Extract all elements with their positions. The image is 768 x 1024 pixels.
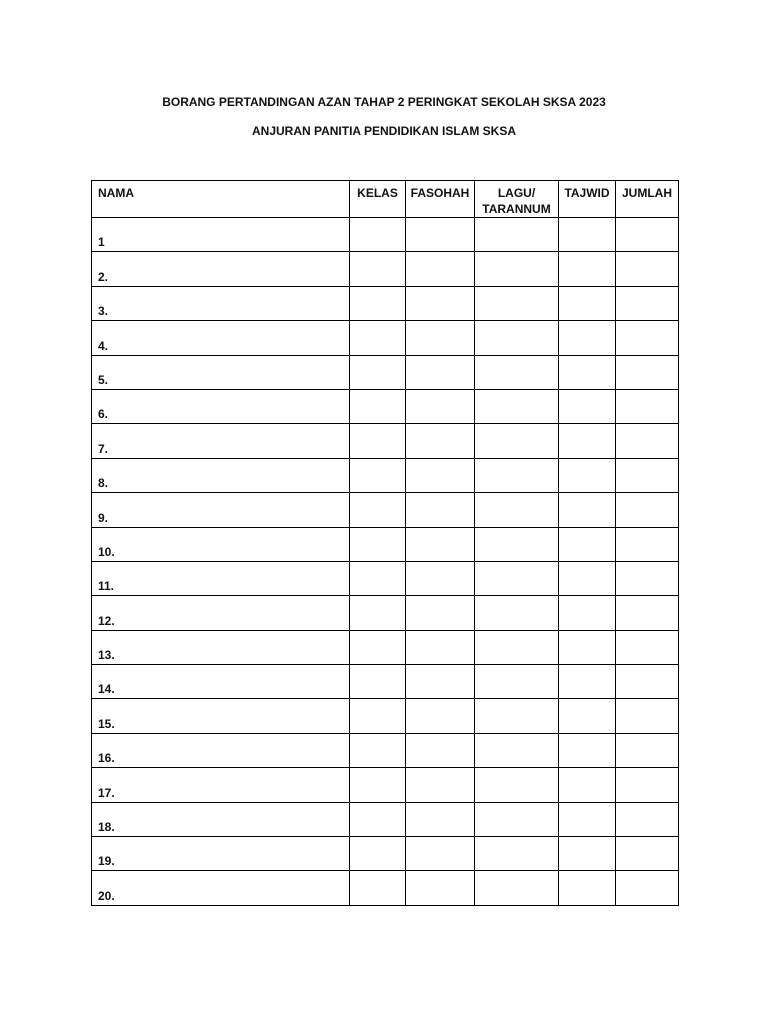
kelas-cell[interactable] bbox=[350, 802, 406, 836]
row-number-label[interactable]: 6. bbox=[92, 389, 350, 423]
fasohah-cell[interactable] bbox=[406, 630, 475, 664]
tajwid-cell[interactable] bbox=[559, 665, 616, 699]
table-row bbox=[92, 286, 679, 320]
fasohah-cell[interactable] bbox=[406, 458, 475, 492]
row-number-label[interactable]: 17. bbox=[92, 768, 350, 802]
table-row bbox=[92, 527, 679, 561]
kelas-cell[interactable] bbox=[350, 561, 406, 595]
header-nama: NAMA bbox=[92, 181, 350, 218]
tajwid-cell[interactable] bbox=[559, 596, 616, 630]
jumlah-cell[interactable] bbox=[616, 665, 679, 699]
table-row bbox=[92, 458, 679, 492]
lagu-tarannum-cell[interactable] bbox=[475, 252, 559, 286]
jumlah-cell[interactable] bbox=[616, 699, 679, 733]
table-row bbox=[92, 871, 679, 905]
tajwid-cell[interactable] bbox=[559, 630, 616, 664]
table-row bbox=[92, 218, 679, 252]
row-number-label[interactable]: 3. bbox=[92, 286, 350, 320]
row-number-label[interactable]: 10. bbox=[92, 527, 350, 561]
kelas-cell[interactable] bbox=[350, 493, 406, 527]
table-header-row bbox=[92, 181, 679, 218]
fasohah-cell[interactable] bbox=[406, 561, 475, 595]
fasohah-cell[interactable] bbox=[406, 733, 475, 767]
table-row bbox=[92, 493, 679, 527]
header-tajwid: TAJWID bbox=[559, 181, 616, 218]
fasohah-cell[interactable] bbox=[406, 252, 475, 286]
jumlah-cell[interactable] bbox=[616, 768, 679, 802]
fasohah-cell[interactable] bbox=[406, 871, 475, 905]
table-row bbox=[92, 389, 679, 423]
lagu-tarannum-cell[interactable] bbox=[475, 561, 559, 595]
table-row bbox=[92, 802, 679, 836]
lagu-tarannum-cell[interactable] bbox=[475, 665, 559, 699]
row-number-label[interactable]: 20. bbox=[92, 871, 350, 905]
fasohah-cell[interactable] bbox=[406, 321, 475, 355]
row-number-label[interactable]: 5. bbox=[92, 355, 350, 389]
kelas-cell[interactable] bbox=[350, 355, 406, 389]
tajwid-cell[interactable] bbox=[559, 424, 616, 458]
tajwid-cell[interactable] bbox=[559, 768, 616, 802]
table-row bbox=[92, 355, 679, 389]
tajwid-cell[interactable] bbox=[559, 561, 616, 595]
header-kelas: KELAS bbox=[350, 181, 406, 218]
row-number-label[interactable]: 13. bbox=[92, 630, 350, 664]
tajwid-cell[interactable] bbox=[559, 837, 616, 871]
fasohah-cell[interactable] bbox=[406, 699, 475, 733]
lagu-tarannum-cell[interactable] bbox=[475, 493, 559, 527]
lagu-tarannum-cell[interactable] bbox=[475, 802, 559, 836]
tajwid-cell[interactable] bbox=[559, 286, 616, 320]
lagu-tarannum-cell[interactable] bbox=[475, 424, 559, 458]
table-row bbox=[92, 699, 679, 733]
jumlah-cell[interactable] bbox=[616, 596, 679, 630]
kelas-cell[interactable] bbox=[350, 699, 406, 733]
row-number-label[interactable]: 4. bbox=[92, 321, 350, 355]
kelas-cell[interactable] bbox=[350, 252, 406, 286]
row-number-label[interactable]: 16. bbox=[92, 733, 350, 767]
lagu-tarannum-cell[interactable] bbox=[475, 527, 559, 561]
jumlah-cell[interactable] bbox=[616, 802, 679, 836]
tajwid-cell[interactable] bbox=[559, 218, 616, 252]
fasohah-cell[interactable] bbox=[406, 493, 475, 527]
fasohah-cell[interactable] bbox=[406, 218, 475, 252]
lagu-tarannum-cell[interactable] bbox=[475, 630, 559, 664]
table-row bbox=[92, 424, 679, 458]
kelas-cell[interactable] bbox=[350, 871, 406, 905]
fasohah-cell[interactable] bbox=[406, 527, 475, 561]
tajwid-cell[interactable] bbox=[559, 389, 616, 423]
kelas-cell[interactable] bbox=[350, 733, 406, 767]
fasohah-cell[interactable] bbox=[406, 355, 475, 389]
jumlah-cell[interactable] bbox=[616, 252, 679, 286]
fasohah-cell[interactable] bbox=[406, 389, 475, 423]
table-row bbox=[92, 768, 679, 802]
kelas-cell[interactable] bbox=[350, 596, 406, 630]
tajwid-cell[interactable] bbox=[559, 699, 616, 733]
fasohah-cell[interactable] bbox=[406, 837, 475, 871]
header-lagu-tarannum bbox=[475, 181, 559, 218]
row-number-label[interactable]: 7. bbox=[92, 424, 350, 458]
kelas-cell[interactable] bbox=[350, 286, 406, 320]
kelas-cell[interactable] bbox=[350, 630, 406, 664]
lagu-tarannum-cell[interactable] bbox=[475, 871, 559, 905]
tajwid-cell[interactable] bbox=[559, 355, 616, 389]
jumlah-cell[interactable] bbox=[616, 630, 679, 664]
jumlah-cell[interactable] bbox=[616, 493, 679, 527]
jumlah-cell[interactable] bbox=[616, 424, 679, 458]
jumlah-cell[interactable] bbox=[616, 733, 679, 767]
table-row bbox=[92, 561, 679, 595]
jumlah-cell[interactable] bbox=[616, 355, 679, 389]
row-number-label[interactable]: 15. bbox=[92, 699, 350, 733]
kelas-cell[interactable] bbox=[350, 321, 406, 355]
form-subtitle: ANJURAN PANITIA PENDIDIKAN ISLAM SKSA bbox=[251, 124, 516, 138]
row-number-label[interactable]: 11. bbox=[92, 561, 350, 595]
row-number-label[interactable]: 1 bbox=[92, 218, 350, 252]
header-jumlah: JUMLAH bbox=[616, 181, 679, 218]
tajwid-cell[interactable] bbox=[559, 733, 616, 767]
table-row bbox=[92, 837, 679, 871]
fasohah-cell[interactable] bbox=[406, 424, 475, 458]
row-number-label[interactable]: 2. bbox=[92, 252, 350, 286]
row-number-label[interactable]: 8. bbox=[92, 458, 350, 492]
kelas-cell[interactable] bbox=[350, 665, 406, 699]
jumlah-cell[interactable] bbox=[616, 218, 679, 252]
header-lagu-line2: TARANNUM bbox=[482, 202, 551, 216]
kelas-cell[interactable] bbox=[350, 458, 406, 492]
kelas-cell[interactable] bbox=[350, 527, 406, 561]
kelas-cell[interactable] bbox=[350, 218, 406, 252]
tajwid-cell[interactable] bbox=[559, 871, 616, 905]
row-number-label[interactable]: 18. bbox=[92, 802, 350, 836]
tajwid-cell[interactable] bbox=[559, 321, 616, 355]
lagu-tarannum-cell[interactable] bbox=[475, 458, 559, 492]
table-row bbox=[92, 665, 679, 699]
tajwid-cell[interactable] bbox=[559, 527, 616, 561]
lagu-tarannum-cell[interactable] bbox=[475, 321, 559, 355]
header-fasohah: FASOHAH bbox=[406, 181, 475, 218]
header-lagu-line1: LAGU/ bbox=[497, 186, 536, 200]
kelas-cell[interactable] bbox=[350, 389, 406, 423]
fasohah-cell[interactable] bbox=[406, 768, 475, 802]
table-row bbox=[92, 252, 679, 286]
tajwid-cell[interactable] bbox=[559, 802, 616, 836]
lagu-tarannum-cell[interactable] bbox=[475, 837, 559, 871]
lagu-tarannum-cell[interactable] bbox=[475, 768, 559, 802]
score-table bbox=[91, 180, 679, 906]
fasohah-cell[interactable] bbox=[406, 802, 475, 836]
row-number-label[interactable]: 14. bbox=[92, 665, 350, 699]
table-row bbox=[92, 733, 679, 767]
row-number-label[interactable]: 19. bbox=[92, 837, 350, 871]
lagu-tarannum-cell[interactable] bbox=[475, 596, 559, 630]
jumlah-cell[interactable] bbox=[616, 837, 679, 871]
tajwid-cell[interactable] bbox=[559, 458, 616, 492]
jumlah-cell[interactable] bbox=[616, 458, 679, 492]
lagu-tarannum-cell[interactable] bbox=[475, 218, 559, 252]
jumlah-cell[interactable] bbox=[616, 527, 679, 561]
lagu-tarannum-cell[interactable] bbox=[475, 389, 559, 423]
jumlah-cell[interactable] bbox=[616, 561, 679, 595]
lagu-tarannum-cell[interactable] bbox=[475, 355, 559, 389]
kelas-cell[interactable] bbox=[350, 837, 406, 871]
lagu-tarannum-cell[interactable] bbox=[475, 733, 559, 767]
form-title: BORANG PERTANDINGAN AZAN TAHAP 2 PERINGKAT SEKOLAH SKSA 2023 bbox=[162, 95, 606, 109]
jumlah-cell[interactable] bbox=[616, 321, 679, 355]
row-number-label[interactable]: 9. bbox=[92, 493, 350, 527]
jumlah-cell[interactable] bbox=[616, 871, 679, 905]
tajwid-cell[interactable] bbox=[559, 493, 616, 527]
table-row bbox=[92, 596, 679, 630]
kelas-cell[interactable] bbox=[350, 424, 406, 458]
jumlah-cell[interactable] bbox=[616, 389, 679, 423]
lagu-tarannum-cell[interactable] bbox=[475, 699, 559, 733]
kelas-cell[interactable] bbox=[350, 768, 406, 802]
fasohah-cell[interactable] bbox=[406, 596, 475, 630]
fasohah-cell[interactable] bbox=[406, 665, 475, 699]
jumlah-cell[interactable] bbox=[616, 286, 679, 320]
tajwid-cell[interactable] bbox=[559, 252, 616, 286]
lagu-tarannum-cell[interactable] bbox=[475, 286, 559, 320]
table-row bbox=[92, 321, 679, 355]
row-number-label[interactable]: 12. bbox=[92, 596, 350, 630]
fasohah-cell[interactable] bbox=[406, 286, 475, 320]
table-row bbox=[92, 630, 679, 664]
